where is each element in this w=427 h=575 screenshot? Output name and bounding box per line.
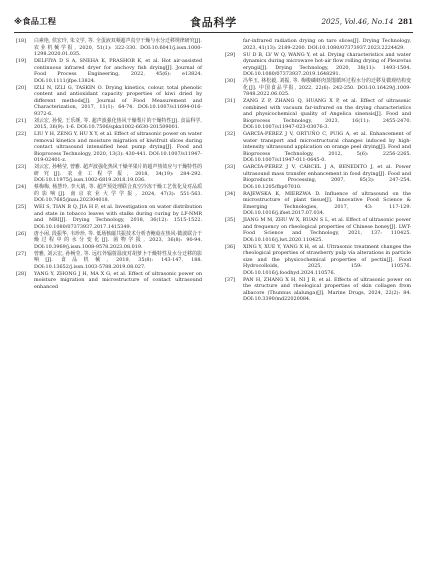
- reference-entry: [16, 131, 202, 164]
- references-right-column: [225, 38, 411, 303]
- reference-entry: [16, 251, 202, 271]
- journal-logo: 食品科学: [189, 16, 238, 29]
- reference-number: [19]: [16, 58, 27, 64]
- reference-text: 刘云宏, 孙畅莹, 曾雅. 超声波强化热风干燥苹果片的超声热效应与干燥特性的研究[J]. 农业工程学报, 2018, 34(19): 284-292. DOI:10.11975/j.issn.1002-6819.2018.19.036.: [34, 164, 202, 183]
- reference-entry: [16, 118, 202, 131]
- reference-text: IZLI N, IZLI G, TASKIN O. Drying kinetics, colour, total phenolic content and antioxidant capacity properties of kiwi dried by different methods[J]. Journal of Food Measurement and Characterization, 2017, 11(1): 64-74. DOI:10.1007/s11694-016-9372-6.: [34, 84, 202, 117]
- reference-number: [26]: [16, 230, 27, 237]
- reference-entry: [16, 58, 202, 84]
- reference-entry: [16, 184, 202, 204]
- reference-text: ZANG Z P, ZHANG Q, HUANG X P, et al. Effect of ultrasonic combined with vacuum far-infrared on the drying characteristics and physicochemical quality of Angelica sinensis[J]. Food and Bioprocess Technology, 2023, 16(11): 2455-2470. DOI:10.1007/s11947-023-03076-3.: [243, 98, 411, 130]
- reference-number: [22]: [16, 131, 27, 137]
- reference-number: [30]: [225, 78, 236, 84]
- reference-entry: [225, 191, 411, 217]
- reference-text: DELFIYA D S A, SNEHA K, PRASHOB K, et al. Hot air-assisted continuous infrared dryer for anchovy fish drying[J]. Journal of Food Process Engineering, 2022, 45(6): e13824. DOI:10.1111/jfpe.13824.: [34, 58, 202, 84]
- reference-number: [33]: [225, 164, 236, 170]
- reference-number: [25]: [16, 204, 27, 210]
- page-number: 281: [397, 17, 413, 26]
- reference-text: 曾雅, 刘云宏, 孙畅莹, 等. 远红外辐射温度对胡萝卜干燥特性及水分迁移的影响[J]. 食品机械, 2019, 35(8): 143-147, 188. DOI:10.13652/j.issn.1003-5788.2019.08.027.: [34, 250, 202, 270]
- page-header: [14, 14, 413, 33]
- reference-number: [31]: [225, 98, 236, 104]
- reference-entry: [225, 164, 411, 190]
- reference-number: [27]: [16, 250, 27, 257]
- reference-number: [34]: [225, 190, 236, 197]
- reference-number: [32]: [225, 131, 236, 137]
- reference-text: JIANG M M, ZHU W X, RUAN S L, et al. Effect of ultrasonic power and frequency on rheological properties of Chinese honey[J]. LWT-Food Science and Technology, 2021, 137: 110425. DOI:10.1016/j.lwt.2020.110425.: [243, 217, 411, 243]
- reference-number: [36]: [225, 243, 236, 250]
- reference-text: 蔡梅梅, 杨慧玲, 李大婧, 等. 超声预处理联合真空冷冻干燥工艺优化及对品质的影响[J]. 南京农业大学学报, 2024, 47(3): 551-563. DOI:10.7685/jnau.202304018.: [34, 184, 202, 203]
- reference-number: [28]: [16, 270, 27, 277]
- reference-entry: [225, 277, 411, 303]
- reference-number: [21]: [16, 117, 27, 124]
- reference-text: far-infrared radiation drying on taro slices[J]. Drying Technology, 2023, 41(13): 2189-2200. DOI:10.1080/07373937.2023.2224429.: [243, 38, 411, 51]
- reference-number: [29]: [225, 51, 236, 58]
- volume-issue: 2025, Vol.46, No.14: [321, 17, 394, 26]
- reference-text: 唐小闲, 段振华, 韦珍珍, 等. 低场核磁共振技术分析杏鲍菇在热风-微波联合干燥过程中的水分变化[J]. 菌物学报, 2023, 36(8): 90-94. DOI:10.3969/j.issn.1008-9578.2023.08.019.: [34, 230, 202, 250]
- reference-entry: [225, 217, 411, 243]
- issue-info: [321, 17, 413, 26]
- section-label: ※食品工程: [14, 16, 57, 26]
- reference-text: 刘云宏, 孙悦, 王乐颜, 等. 超声波强化热风干燥梨片的干燥特性[J]. 食品科学, 2015, 36(9): 1-6. DOI:10.7506/spkx1002-6630-201509001.: [34, 117, 202, 130]
- reference-entry: [16, 85, 202, 118]
- reference-entry: [225, 38, 411, 51]
- reference-text: YANG Y, ZHONG J H, MA X G, et al. Effect of ultrasonic power on moisture migration and microstructure of contact ultrasound enhanced: [34, 270, 202, 290]
- reference-number: [18]: [16, 38, 27, 44]
- reference-entry: [16, 231, 202, 251]
- reference-entry: [16, 271, 202, 291]
- reference-text: SU D B, LV W Q, WANG Y, et al. Drying characteristics and water dynamics during microwave hot-air flow rolling drying of Pleurotus eryngii[J]. Drying Technology, 2020, 38(11): 1493-1504. DOI:10.1080/07373937.2019.1648291.: [243, 51, 411, 77]
- reference-text: GARCÍA-PÉREZ J V, CÁRCEL J A, BENEDITO J, et al. Power ultrasound mass transfer enhancement in food drying[J]. Food and Bioproducts Processing, 2007, 85(3): 247-254. DOI:10.1205/fbp07010.: [243, 164, 411, 190]
- reference-text: XING Y, XUE Y, YANG X H, et al. Ultrasonic treatment changes the rheological properties of strawberry pulp via alterations in particle size and the physicochemical properties of pectin[J]. Food Hydrocolloids, 2025, 159: 110576. DOI:10.1016/j.foodhyd.2024.110576.: [243, 243, 411, 276]
- reference-entry: [225, 244, 411, 277]
- reference-number: [23]: [16, 164, 27, 170]
- reference-text: WEI S, TIAN B Q, JIA H F, et al. Investigation on water distribution and state in tobacco leaves with stalks during curing by LF-NMR and MRI[J]. Drying Technology, 2018, 36(12): 1515-1522. DOI:10.1080/07373937.2017.1415349.: [34, 204, 202, 230]
- reference-entry: [225, 52, 411, 78]
- reference-text: GARCÍA-PÉREZ J V, ORTUÑO C, PUIG A, et al. Enhancement of water transport and microstructural changes induced by high-intensity ultrasound application on orange peel drying[J]. Food and Bioprocess Technology, 2012, 5(6): 2256-2265. DOI:10.1007/s11947-011-0645-0.: [243, 131, 411, 163]
- reference-entry: [16, 38, 202, 58]
- reference-text: RAJEWSKA K, MIERZWA D. Influence of ultrasound on the microstructure of plant tissue[J]. Innovative Food Science & Emerging Technologies, 2017, 43: 117-129. DOI:10.1016/j.ifset.2017.07.034.: [243, 190, 411, 216]
- reference-number: [35]: [225, 217, 236, 223]
- reference-entry: [225, 131, 411, 164]
- references-left-column: [16, 38, 202, 291]
- reference-entry: [225, 98, 411, 131]
- reference-text: 白素艳, 侯宏玲, 朱文学, 等. 全蛋液双频超声真空干燥与水分迁移规律研究[J]. 农业机械学报, 2020, 51(1): 322-330. DOI:10.6041/j.issn.1000-1298.2020.01.035.: [34, 38, 202, 57]
- reference-entry: [16, 204, 202, 230]
- reference-number: [37]: [225, 276, 236, 283]
- reference-number: [24]: [16, 184, 27, 190]
- reference-number: [20]: [16, 84, 27, 91]
- reference-text: 冯华玉, 林松毅, 刘振, 等. 梅梭磷虾肉蒸馏循环过程水分的迁移及微观结构变化[J]. 中国食品学报, 2022, 22(6): 242-250. DOI:10.16429/j.1009-7848.2022.06.025.: [243, 78, 411, 97]
- reference-entry: [225, 78, 411, 98]
- reference-entry: [16, 164, 202, 184]
- reference-text: PAN H, ZHANG X H, NI J B, et al. Effects of ultrasonic power on the structure and rheological properties of skin collagen from albacore (Thunnus alalunga)[J]. Marine Drugs, 2024, 22(2): 84. DOI:10.3390/md22020084.: [243, 276, 411, 302]
- reference-text: LIU Y H, ZENG Y, HU X Y, et al. Effect of ultrasonic power on water removal kinetics and moisture migration of kiwifruit slices during contact ultrasound intensified heat pump drying[J]. Food and Bioprocess Technology, 2020, 13(3): 430-441. DOI:10.1007/s11947-019-02401-z.: [34, 131, 203, 163]
